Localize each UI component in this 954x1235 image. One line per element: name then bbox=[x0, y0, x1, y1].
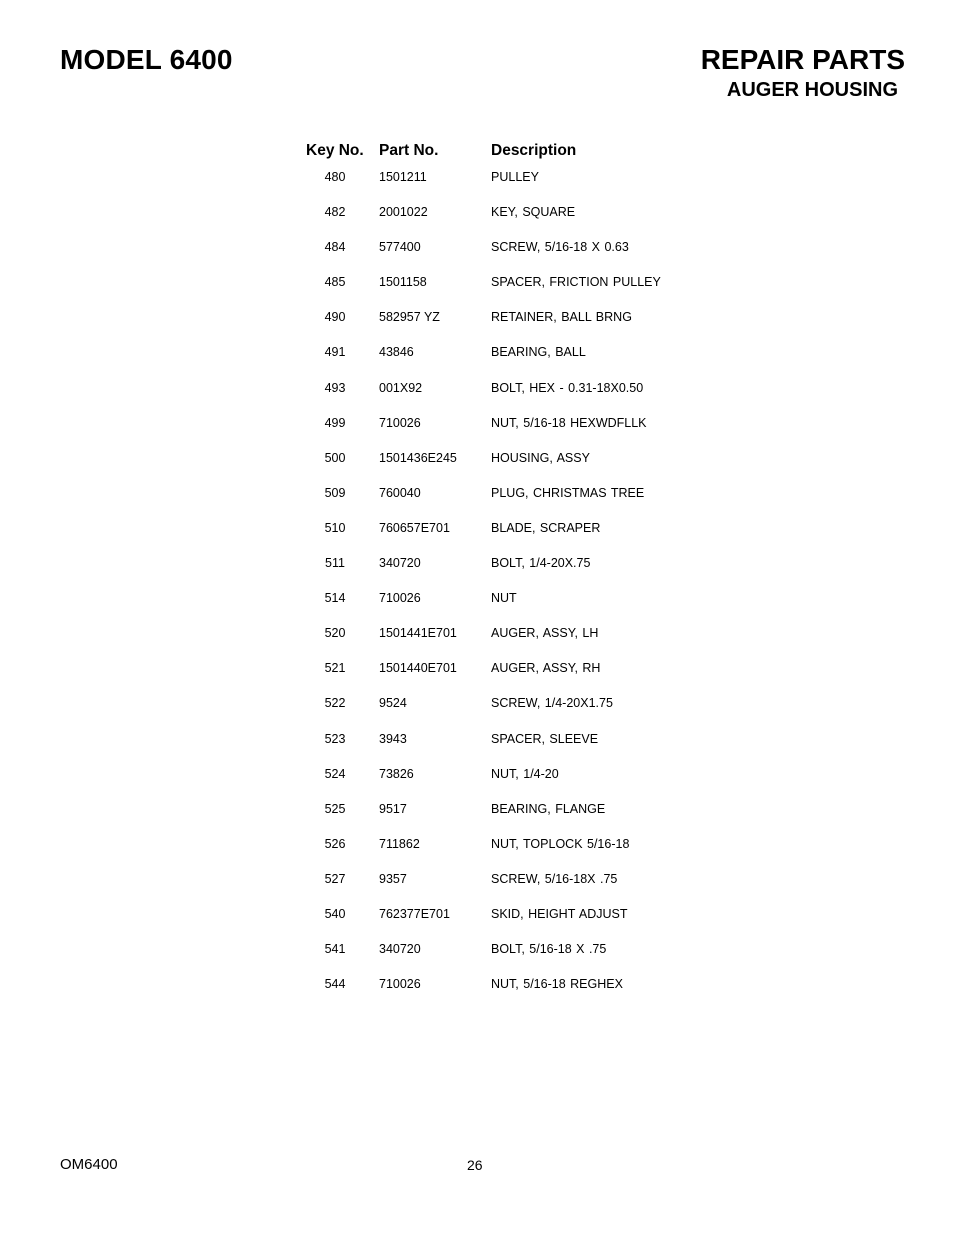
key-no-cell: 493 bbox=[324, 380, 346, 395]
description-cell: AUGER, ASSY, LH bbox=[491, 626, 599, 641]
part-no-cell: 43846 bbox=[379, 345, 414, 360]
part-no-cell: 582957 YZ bbox=[379, 310, 440, 325]
column-header-key-no: Key No. bbox=[306, 142, 364, 159]
table-row bbox=[306, 275, 726, 310]
part-no-cell: 9357 bbox=[379, 871, 407, 886]
description-cell: SCREW, 5/16-18 X 0.63 bbox=[491, 240, 629, 255]
key-no-cell: 480 bbox=[324, 170, 346, 184]
description-cell: NUT, 5/16-18 HEXWDFLLK bbox=[491, 415, 647, 430]
table-body bbox=[306, 170, 726, 1012]
key-no-cell: 525 bbox=[324, 801, 346, 816]
description-cell: NUT, TOPLOCK 5/16-18 bbox=[491, 836, 630, 851]
key-no-cell: 482 bbox=[324, 205, 346, 220]
table-row bbox=[306, 240, 726, 275]
description-cell: NUT, 1/4-20 bbox=[491, 766, 559, 781]
part-no-cell: 1501211 bbox=[379, 170, 427, 184]
part-no-cell: 1501441E701 bbox=[379, 626, 457, 641]
part-no-cell: 710026 bbox=[379, 977, 421, 992]
description-cell: SPACER, SLEEVE bbox=[491, 731, 599, 746]
description-cell: NUT, 5/16-18 REGHEX bbox=[491, 977, 623, 992]
repair-parts-title: REPAIR PARTS bbox=[700, 44, 905, 75]
description-cell: SCREW, 1/4-20X1.75 bbox=[491, 696, 613, 711]
description-cell: SCREW, 5/16-18X .75 bbox=[491, 871, 618, 886]
table-row bbox=[306, 802, 726, 837]
key-no-cell: 523 bbox=[324, 731, 346, 746]
description-cell: KEY, SQUARE bbox=[491, 205, 576, 220]
part-no-cell: 762377E701 bbox=[379, 906, 450, 921]
part-no-cell: 760657E701 bbox=[379, 520, 450, 535]
key-no-cell: 522 bbox=[324, 696, 346, 711]
part-no-cell: 1501436E245 bbox=[379, 450, 457, 465]
page-number: 26 bbox=[467, 1157, 483, 1173]
key-no-cell: 500 bbox=[324, 450, 346, 465]
table-row bbox=[306, 591, 726, 626]
table-row bbox=[306, 626, 726, 661]
part-no-cell: 9524 bbox=[379, 696, 407, 711]
part-no-cell: 711862 bbox=[379, 836, 420, 851]
key-no-cell: 520 bbox=[324, 626, 346, 641]
part-no-cell: 1501440E701 bbox=[379, 661, 457, 676]
part-no-cell: 1501158 bbox=[379, 275, 427, 290]
table-row bbox=[306, 872, 726, 907]
part-no-cell: 001X92 bbox=[379, 380, 423, 395]
part-no-cell: 340720 bbox=[379, 942, 421, 957]
table-row bbox=[306, 696, 726, 731]
key-no-cell: 541 bbox=[324, 942, 346, 957]
description-cell: BOLT, 5/16-18 X .75 bbox=[491, 942, 607, 957]
table-row bbox=[306, 767, 726, 802]
table-row bbox=[306, 907, 726, 942]
key-no-cell: 484 bbox=[324, 240, 346, 255]
key-no-cell: 510 bbox=[324, 520, 346, 535]
part-no-cell: 710026 bbox=[379, 591, 421, 606]
key-no-cell: 521 bbox=[324, 661, 346, 676]
description-cell: BOLT, HEX - 0.31-18X0.50 bbox=[491, 380, 644, 395]
description-cell: SKID, HEIGHT ADJUST bbox=[491, 906, 628, 921]
table-row bbox=[306, 942, 726, 977]
table-row bbox=[306, 170, 726, 205]
table-row bbox=[306, 732, 726, 767]
table-row bbox=[306, 486, 726, 521]
description-cell: BEARING, FLANGE bbox=[491, 801, 606, 816]
description-cell: BOLT, 1/4-20X.75 bbox=[491, 556, 591, 571]
table-row bbox=[306, 837, 726, 872]
key-no-cell: 526 bbox=[324, 836, 346, 851]
key-no-cell: 491 bbox=[324, 345, 346, 360]
description-cell: NUT bbox=[491, 591, 517, 606]
description-cell: PLUG, CHRISTMAS TREE bbox=[491, 485, 645, 500]
table-row bbox=[306, 977, 726, 1012]
table-row bbox=[306, 521, 726, 556]
part-no-cell: 760040 bbox=[379, 485, 421, 500]
description-cell: PULLEY bbox=[491, 170, 539, 184]
key-no-cell: 509 bbox=[324, 485, 346, 500]
part-no-cell: 73826 bbox=[379, 766, 414, 781]
key-no-cell: 490 bbox=[324, 310, 346, 325]
description-cell: HOUSING, ASSY bbox=[491, 450, 590, 465]
column-header-part-no: Part No. bbox=[379, 142, 439, 159]
part-no-cell: 340720 bbox=[379, 556, 421, 571]
part-no-cell: 577400 bbox=[379, 240, 421, 255]
section-title: AUGER HOUSING bbox=[726, 79, 898, 101]
part-no-cell: 9517 bbox=[379, 801, 407, 816]
table-row bbox=[306, 661, 726, 696]
column-header-description: Description bbox=[491, 142, 577, 159]
key-no-cell: 499 bbox=[324, 415, 346, 430]
key-no-cell: 485 bbox=[324, 275, 346, 290]
key-no-cell: 514 bbox=[324, 591, 346, 606]
description-cell: BLADE, SCRAPER bbox=[491, 520, 601, 535]
table-row bbox=[306, 451, 726, 486]
description-cell: BEARING, BALL bbox=[491, 345, 586, 360]
key-no-cell: 527 bbox=[324, 871, 346, 886]
document-code: OM6400 bbox=[60, 1156, 118, 1173]
part-no-cell: 710026 bbox=[379, 415, 421, 430]
description-cell: SPACER, FRICTION PULLEY bbox=[491, 275, 661, 290]
model-title: MODEL 6400 bbox=[60, 44, 233, 75]
description-cell: RETAINER, BALL BRNG bbox=[491, 310, 632, 325]
table-row bbox=[306, 310, 726, 345]
key-no-cell: 524 bbox=[324, 766, 346, 781]
table-row bbox=[306, 556, 726, 591]
description-cell: AUGER, ASSY, RH bbox=[491, 661, 601, 676]
table-row bbox=[306, 416, 726, 451]
key-no-cell: 540 bbox=[324, 906, 346, 921]
part-no-cell: 3943 bbox=[379, 731, 407, 746]
table-row bbox=[306, 381, 726, 416]
table-row bbox=[306, 345, 726, 380]
key-no-cell: 544 bbox=[324, 977, 346, 992]
key-no-cell: 511 bbox=[325, 556, 345, 571]
table-row bbox=[306, 205, 726, 240]
part-no-cell: 2001022 bbox=[379, 205, 428, 220]
